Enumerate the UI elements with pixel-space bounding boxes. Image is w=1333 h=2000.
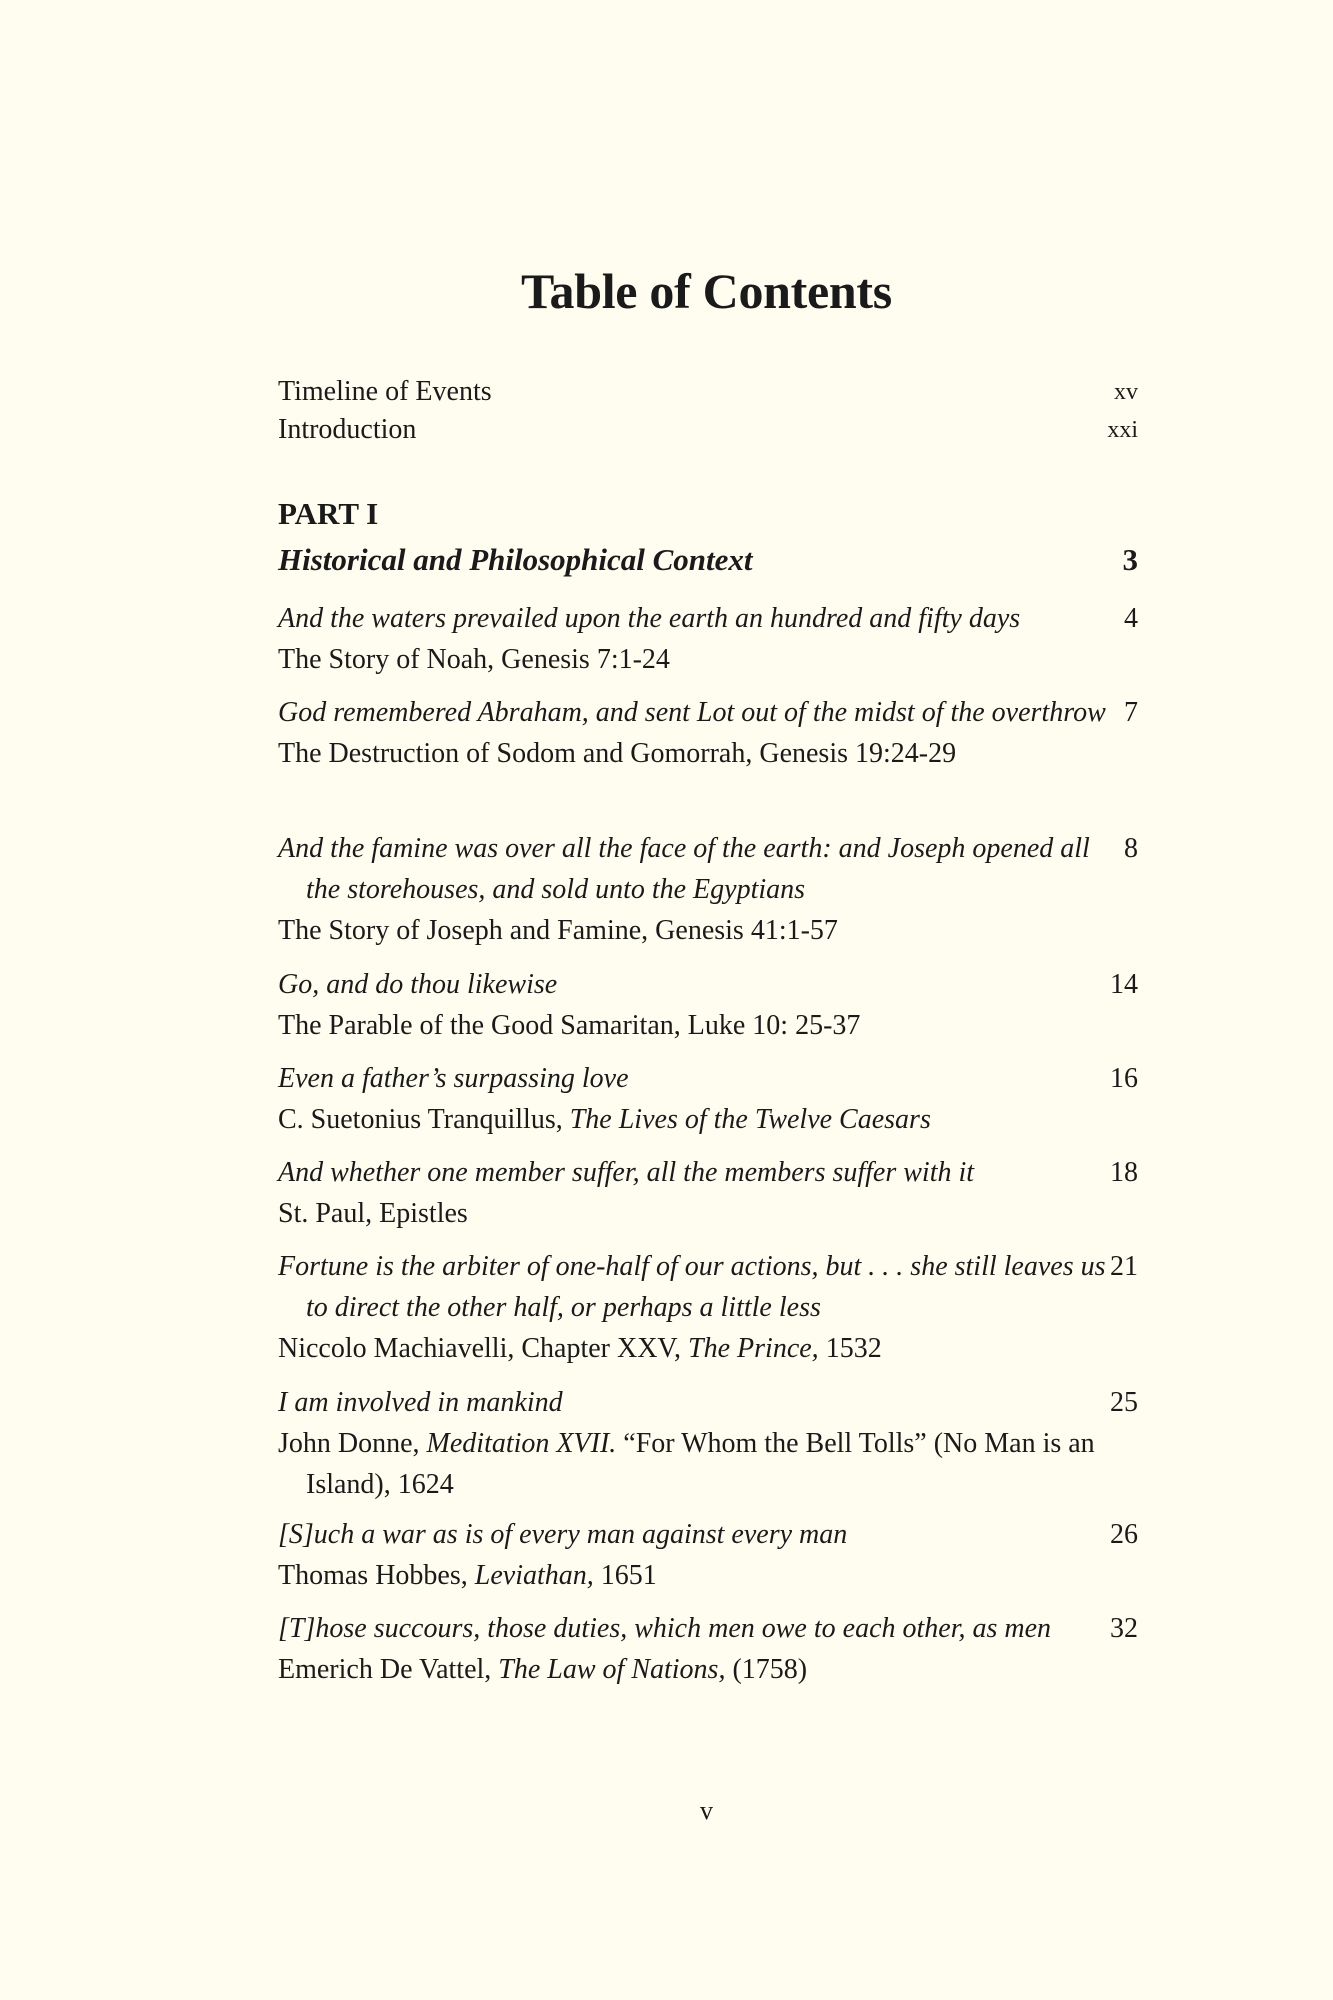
entry-source-date: 1532 <box>818 1333 882 1364</box>
entry-source-text: John Donne, <box>278 1428 427 1459</box>
toc-row-page: xxi <box>1107 417 1138 443</box>
toc-entry <box>278 1514 1138 1596</box>
entry-title: [S]uch a war as is of every man against every man <box>278 1519 848 1550</box>
part-label: PART I <box>278 496 379 531</box>
toc-entry <box>278 1058 1138 1140</box>
entry-source <box>278 1555 1106 1596</box>
part-title <box>278 539 1138 581</box>
entry-title: Fortune is the arbiter of one-half of our actions, but . . . she still leaves us to direct the other half, or perhaps a little less <box>278 1251 1106 1323</box>
entry-source-text: St. Paul, Epistles <box>278 1198 468 1229</box>
entry-source <box>278 639 1106 680</box>
toc-row-label: Timeline of Events <box>278 376 492 407</box>
entry-page: 8 <box>1124 833 1138 864</box>
entry-title: And the waters prevailed upon the earth an hundred and fifty days <box>278 603 1021 634</box>
entry-source-text: The Parable of the Good Samaritan, Luke 10: 25-37 <box>278 1010 861 1041</box>
entry-page: 26 <box>1110 1519 1138 1550</box>
entry-source-text: The Story of Noah, Genesis 7:1-24 <box>278 644 670 675</box>
entry-source <box>278 1423 1106 1505</box>
part-title-text: Historical and Philosophical Context <box>278 542 753 577</box>
entry-source <box>278 1193 1106 1234</box>
entry-source-text: C. Suetonius Tranquillus, <box>278 1104 570 1135</box>
entry-source-date: (1758) <box>725 1654 808 1685</box>
toc-entry <box>278 1382 1138 1505</box>
entry-source-date: 1651 <box>593 1560 657 1591</box>
page-title: Table of Contents <box>521 263 892 319</box>
toc-entry <box>278 1152 1138 1234</box>
entry-title: And the famine was over all the face of the earth: and Joseph opened all the storehouses, and sold unto the Egyptians <box>278 833 1090 905</box>
entry-page: 21 <box>1110 1251 1138 1282</box>
toc-entry <box>278 598 1138 680</box>
entry-page: 32 <box>1110 1613 1138 1644</box>
toc-row-timeline <box>278 371 1138 413</box>
toc-entry <box>278 828 1138 951</box>
entry-title: [T]hose succours, those duties, which men owe to each other, as men <box>278 1613 1052 1644</box>
entry-source-date: “For Whom the Bell Tolls” (No Man is an Island), 1624 <box>306 1428 1095 1500</box>
entry-title: God remembered Abraham, and sent Lot out of the midst of the overthrow <box>278 697 1106 728</box>
toc-row-introduction <box>278 409 1138 451</box>
entry-source-text: Thomas Hobbes, <box>278 1560 475 1591</box>
entry-source-text: The Story of Joseph and Famine, Genesis 41:1-57 <box>278 915 838 946</box>
toc-entry <box>278 964 1138 1046</box>
entry-page: 18 <box>1110 1157 1138 1188</box>
entry-source-text: Emerich De Vattel, <box>278 1654 499 1685</box>
page-number: v <box>700 1796 713 1825</box>
toc-row-page: xv <box>1114 379 1138 405</box>
toc-entry <box>278 692 1138 774</box>
entry-title: Even a father’s surpassing love <box>278 1063 629 1094</box>
entry-page: 4 <box>1124 603 1138 634</box>
entry-page: 14 <box>1110 969 1138 1000</box>
entry-source <box>278 1005 1106 1046</box>
toc-entry <box>278 1608 1138 1690</box>
entry-source <box>278 910 1106 951</box>
entry-title: I am involved in mankind <box>278 1387 563 1418</box>
entry-source-work: The Prince, <box>688 1333 819 1364</box>
entry-source <box>278 733 1106 774</box>
toc-row-label: Introduction <box>278 414 417 445</box>
entry-page: 25 <box>1110 1387 1138 1418</box>
entry-source-text: The Destruction of Sodom and Gomorrah, Genesis 19:24-29 <box>278 738 957 769</box>
entry-source-work: The Lives of the Twelve Caesars <box>569 1104 931 1135</box>
entry-source <box>278 1649 1106 1690</box>
entry-title: Go, and do thou likewise <box>278 969 558 1000</box>
entry-source-work: Leviathan, <box>474 1560 594 1591</box>
entry-source <box>278 1328 1106 1369</box>
entry-source <box>278 1099 1106 1140</box>
entry-page: 16 <box>1110 1063 1138 1094</box>
entry-source-work: Meditation XVII. <box>426 1428 617 1459</box>
part-page: 3 <box>1122 542 1138 577</box>
entry-page: 7 <box>1124 697 1138 728</box>
entry-source-text: Niccolo Machiavelli, Chapter XXV, <box>278 1333 689 1364</box>
toc-entry <box>278 1246 1138 1369</box>
entry-title: And whether one member suffer, all the members suffer with it <box>278 1157 975 1188</box>
entry-source-work: The Law of Nations, <box>498 1654 726 1685</box>
